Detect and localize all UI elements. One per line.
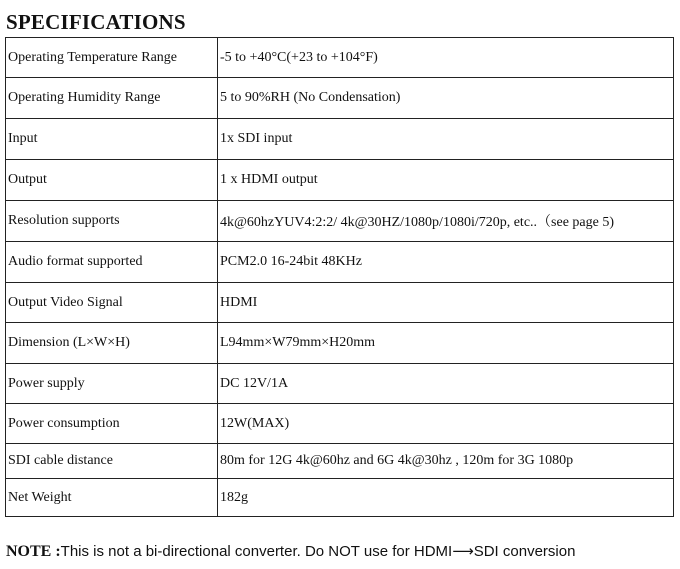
- table-row: [6, 364, 674, 404]
- spec-label: Audio format supported: [6, 242, 218, 283]
- spec-value: 80m for 12G 4k@60hz and 6G 4k@30hz , 120m for 3G 1080p: [218, 444, 674, 479]
- spec-label: Power consumption: [6, 404, 218, 444]
- table-row: [6, 444, 674, 479]
- spec-label: Input: [6, 119, 218, 160]
- table-row: [6, 242, 674, 283]
- spec-label: Power supply: [6, 364, 218, 404]
- spec-value: DC 12V/1A: [218, 364, 674, 404]
- spec-label: Resolution supports: [6, 201, 218, 242]
- note: [6, 541, 575, 563]
- table-row: [6, 323, 674, 364]
- spec-label: Dimension (L×W×H): [6, 323, 218, 364]
- spec-value: 12W(MAX): [218, 404, 674, 444]
- table-row: [6, 283, 674, 323]
- spec-label: Net Weight: [6, 479, 218, 517]
- spec-value: -5 to +40°C(+23 to +104°F): [218, 38, 674, 78]
- table-row: [6, 479, 674, 517]
- table-row: [6, 38, 674, 78]
- note-label: NOTE :: [6, 543, 61, 560]
- note-text: This is not a bi-directional converter. Do NOT use for HDMI⟶SDI conversion: [60, 543, 576, 560]
- spec-label: Operating Temperature Range: [6, 38, 218, 78]
- spec-value: 5 to 90%RH (No Condensation): [218, 78, 674, 119]
- table-row: [6, 119, 674, 160]
- spec-label: SDI cable distance: [6, 444, 218, 479]
- table-row: [6, 160, 674, 201]
- spec-label: Operating Humidity Range: [6, 78, 218, 119]
- table-row: [6, 404, 674, 444]
- spec-value: L94mm×W79mm×H20mm: [218, 323, 674, 364]
- spec-label: Output: [6, 160, 218, 201]
- spec-value: 1 x HDMI output: [218, 160, 674, 201]
- spec-value: 182g: [218, 479, 674, 517]
- spec-value: PCM2.0 16-24bit 48KHz: [218, 242, 674, 283]
- table-row: [6, 78, 674, 119]
- table-row: [6, 201, 674, 242]
- page-title: SPECIFICATIONS: [6, 10, 186, 34]
- spec-value: 1x SDI input: [218, 119, 674, 160]
- spec-value: HDMI: [218, 283, 674, 323]
- specifications-table: [5, 37, 674, 517]
- spec-value: 4k@60hzYUV4:2:2/ 4k@30HZ/1080p/1080i/720p, etc..（see page 5): [218, 201, 674, 242]
- spec-label: Output Video Signal: [6, 283, 218, 323]
